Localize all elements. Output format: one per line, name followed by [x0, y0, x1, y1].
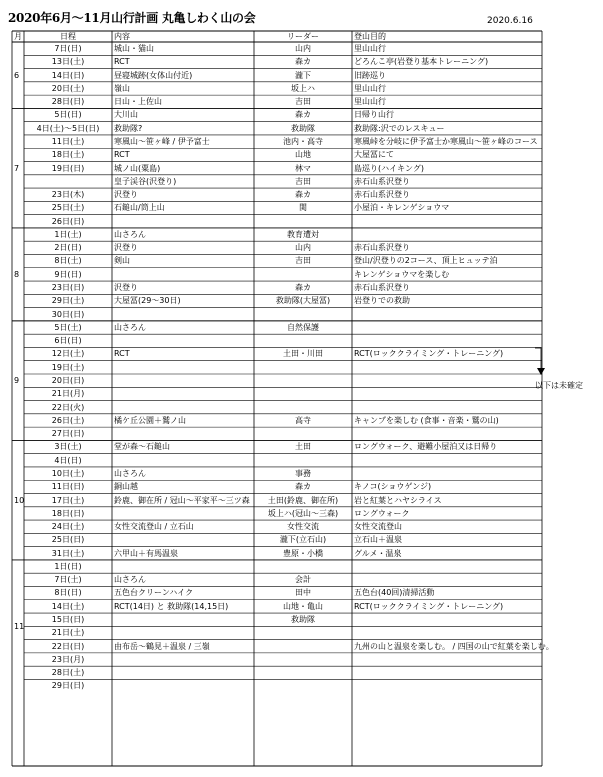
- table-date-cell: 17日(土): [51, 495, 85, 505]
- table-purpose-cell: [354, 321, 540, 334]
- table-purpose-cell: 里山山行: [354, 44, 386, 53]
- table-date-cell: 14日(日): [51, 70, 85, 80]
- table-leader-cell: 救助隊: [291, 615, 315, 625]
- table-date-cell: 11日(土): [51, 136, 85, 146]
- table-date-cell: 27日(日): [51, 429, 85, 439]
- table-purpose-cell: 島巡り(ハイキング): [354, 163, 425, 173]
- table-content-cell: 剣山: [114, 256, 130, 266]
- table-purpose-cell: 岩登りでの救助: [354, 296, 410, 306]
- table-purpose-cell: [354, 427, 540, 440]
- table-purpose-cell: 岩と紅葉とハヤシライス: [354, 495, 442, 505]
- table-date-cell: 29日(日): [51, 681, 85, 691]
- table-content-cell: [114, 454, 252, 467]
- table-content-cell: 寒風山～笹ヶ峰 / 伊予富士: [114, 136, 210, 146]
- table-content-cell: 橘ケ丘公園＋鷲ノ山: [114, 415, 186, 425]
- table-content-cell: 銅山越: [114, 482, 138, 492]
- table-leader-cell: [256, 653, 350, 666]
- table-leader-cell: [256, 427, 350, 440]
- table-content-cell: 鈴鹿、御在所 / 冠山～平家平～三ツ森: [114, 495, 250, 505]
- table-leader-cell: [256, 374, 350, 387]
- table-content-cell: 山さろん: [114, 575, 146, 585]
- table-leader-cell: 教育遭対: [287, 229, 319, 239]
- table-content-cell: 五色台クリーンハイク: [114, 588, 194, 598]
- table-purpose-cell: [354, 215, 540, 228]
- table-purpose-cell: 登山/沢登りの2コース、頂上ヒュッテ泊: [354, 256, 498, 266]
- table-date-cell: 21日(月): [51, 389, 85, 399]
- table-leader-cell: 池内・高寺: [283, 136, 323, 146]
- table-leader-cell: 森カ: [295, 110, 311, 120]
- column-header: 内容: [114, 32, 130, 41]
- table-purpose-cell: 赤石山系沢登り: [354, 190, 410, 200]
- table-date-cell: 26日(土): [51, 415, 85, 425]
- table-date-cell: 4日(日): [54, 455, 82, 465]
- table-purpose-cell: ロングウォーク、避難小屋泊又は日帰り: [354, 442, 498, 452]
- table-purpose-cell: [354, 653, 540, 666]
- table-date-cell: 25日(日): [51, 535, 85, 545]
- table-content-cell: [114, 268, 252, 281]
- table-content-cell: [114, 560, 252, 573]
- table-content-cell: 沢登り: [114, 243, 138, 253]
- table-date-cell: 28日(日): [51, 97, 85, 107]
- table-date-cell: 11日(日): [51, 482, 85, 492]
- table-leader-cell: 山地・亀山: [283, 601, 323, 611]
- table-purpose-cell: 寒風峠を分岐に伊予富士か寒風山～笹ヶ峰のコース: [354, 136, 538, 146]
- table-content-cell: 皇子渓谷(沢登り): [114, 176, 177, 186]
- month-label: 8: [14, 269, 20, 279]
- table-content-cell: RCT(14日) と 救助隊(14,15日): [114, 601, 229, 611]
- table-purpose-cell: ロングウォーク: [354, 508, 410, 518]
- table-content-cell: [114, 507, 252, 520]
- table-date-cell: 14日(土): [51, 601, 85, 611]
- table-date-cell: 23日(月): [51, 654, 85, 664]
- table-content-cell: 大川山: [114, 110, 138, 120]
- table-content-cell: 嶺山: [114, 83, 130, 93]
- table-purpose-cell: [354, 387, 540, 400]
- table-date-cell: 2日(日): [54, 243, 82, 253]
- table-date-cell: 12日(土): [51, 349, 85, 359]
- table-leader-cell: 森カ: [295, 57, 311, 67]
- table-leader-cell: 事務: [295, 468, 311, 478]
- table-date-cell: 7日(日): [54, 44, 82, 53]
- table-leader-cell: 豊原・小橋: [283, 548, 323, 558]
- table-date-cell: 7日(土): [54, 575, 82, 585]
- table-purpose-cell: 赤石山系沢登り: [354, 243, 410, 253]
- table-date-cell: 1日(土): [54, 229, 82, 239]
- table-date-cell: 8日(土): [54, 256, 82, 266]
- table-leader-cell: 瀧下(立石山): [279, 535, 327, 545]
- table-purpose-cell: 赤石山系沢登り: [354, 283, 410, 293]
- table-purpose-cell: [354, 401, 540, 414]
- side-note: 以下は未確定: [535, 381, 583, 390]
- table-leader-cell: [256, 387, 350, 400]
- table-purpose-cell: 大屋冨にて: [354, 150, 394, 160]
- table-content-cell: RCT: [114, 57, 130, 67]
- table-date-cell: 13日(土): [51, 57, 85, 67]
- table-date-cell: [26, 175, 110, 188]
- table-leader-cell: [256, 401, 350, 414]
- table-purpose-cell: 旧跡巡り: [354, 70, 386, 80]
- table-date-cell: 22日(日): [51, 641, 85, 651]
- document-date: 2020.6.16: [487, 16, 533, 26]
- table-purpose-cell: [354, 361, 540, 374]
- table-content-cell: [114, 626, 252, 639]
- table-content-cell: [114, 666, 252, 679]
- table-date-cell: 5日(土): [54, 322, 82, 332]
- table-leader-cell: 救助隊(大屋冨): [275, 296, 331, 306]
- table-leader-cell: 会計: [295, 575, 311, 585]
- table-purpose-cell: キャンプを楽しむ (食事・音楽・鷲の山): [354, 415, 499, 425]
- month-label: 7: [14, 163, 20, 173]
- table-purpose-cell: 救助隊:沢でのレスキュー: [354, 123, 445, 133]
- column-header: 月: [14, 32, 22, 41]
- table-date-cell: 4日(土)～5日(日): [36, 123, 100, 133]
- table-purpose-cell: [354, 467, 540, 480]
- table-purpose-cell: RCT(ロッククライミング・トレーニング): [354, 601, 504, 611]
- table-date-cell: 30日(日): [51, 309, 85, 319]
- table-purpose-cell: 里山山行: [354, 97, 386, 107]
- table-content-cell: 石鎚山/筒上山: [114, 203, 165, 213]
- table-leader-cell: 瀧下: [295, 70, 311, 80]
- table-content-cell: RCT: [114, 150, 130, 160]
- table-leader-cell: 田中: [295, 588, 311, 598]
- table-date-cell: 6日(日): [54, 336, 82, 346]
- table-leader-cell: 山地: [295, 150, 311, 160]
- table-content-cell: 救助隊?: [114, 123, 143, 133]
- table-content-cell: 大屋冨(29～30日): [114, 296, 181, 306]
- table-purpose-cell: キレンゲショウマを楽しむ: [354, 269, 450, 279]
- table-purpose-cell: [354, 626, 540, 639]
- table-content-cell: [114, 653, 252, 666]
- table-leader-cell: 土田・川田: [283, 349, 323, 359]
- table-leader-cell: 山内: [295, 44, 311, 53]
- table-content-cell: [114, 387, 252, 400]
- table-date-cell: 3日(土): [54, 442, 82, 452]
- table-date-cell: 25日(土): [51, 203, 85, 213]
- table-purpose-cell: 日帰り山行: [354, 110, 394, 120]
- table-date-cell: 5日(日): [54, 110, 82, 120]
- table-purpose-cell: 五色台(40回)清掃活動: [354, 588, 435, 598]
- table-content-cell: 山さろん: [114, 322, 146, 332]
- table-leader-cell: 山内: [295, 243, 311, 253]
- table-content-cell: [114, 533, 252, 546]
- table-purpose-cell: 立石山＋温泉: [354, 535, 402, 545]
- table-content-cell: 城ノ山(粟島): [114, 163, 161, 173]
- table-leader-cell: [256, 679, 350, 692]
- table-content-cell: [114, 427, 252, 440]
- table-purpose-cell: [354, 454, 540, 467]
- table-leader-cell: [256, 626, 350, 639]
- table-leader-cell: [256, 268, 350, 281]
- table-content-cell: 由布岳～鶴見＋温泉 / 三嶺: [114, 641, 210, 651]
- table-content-cell: [114, 374, 252, 387]
- table-date-cell: 29日(土): [51, 296, 85, 306]
- table-content-cell: [114, 215, 252, 228]
- table-date-cell: 1日(日): [54, 561, 82, 571]
- table-leader-cell: 吉田: [295, 176, 311, 186]
- table-purpose-cell: 九州の山と温泉を楽しむ。 / 四国の山で紅葉を楽しむ。: [354, 641, 554, 651]
- table-leader-cell: 吉田: [295, 256, 311, 266]
- table-leader-cell: [256, 560, 350, 573]
- table-purpose-cell: 女性交流登山: [354, 522, 402, 532]
- table-leader-cell: 坂上ハ: [291, 83, 315, 93]
- table-purpose-cell: [354, 613, 540, 626]
- table-purpose-cell: [354, 334, 540, 347]
- table-leader-cell: [256, 334, 350, 347]
- table-date-cell: 8日(日): [54, 588, 82, 598]
- table-content-cell: 堂が森～石鎚山: [114, 442, 170, 452]
- table-leader-cell: 森カ: [295, 482, 311, 492]
- page-title: 2020年6月～11月山行計画 丸亀しわく山の会: [8, 11, 256, 25]
- table-date-cell: 20日(日): [51, 376, 85, 385]
- table-content-cell: [114, 361, 252, 374]
- table-content-cell: 沢登り: [114, 283, 138, 293]
- table-date-cell: 18日(土): [51, 150, 85, 160]
- table-content-cell: 沢登り: [114, 190, 138, 200]
- table-purpose-cell: [354, 573, 540, 586]
- table-content-cell: 六甲山＋有馬温泉: [114, 548, 178, 558]
- table-content-cell: 女性交流登山 / 立石山: [114, 522, 194, 532]
- table-leader-cell: 吉田: [295, 97, 311, 107]
- table-leader-cell: [256, 666, 350, 679]
- table-leader-cell: 林マ: [295, 163, 311, 173]
- table-leader-cell: 土田(鈴鹿、御在所): [267, 495, 339, 505]
- table-date-cell: 26日(日): [51, 216, 85, 226]
- month-label: 6: [14, 70, 20, 80]
- table-leader-cell: 森カ: [295, 190, 311, 200]
- table-purpose-cell: [354, 666, 540, 679]
- table-content-cell: 山さろん: [114, 229, 146, 239]
- table-leader-cell: 坂上ハ(冠山～三森): [267, 508, 339, 518]
- month-label: 9: [14, 376, 20, 386]
- table-purpose-cell: [354, 374, 540, 387]
- table-purpose-cell: [354, 228, 540, 241]
- table-purpose-cell: 赤石山系沢登り: [354, 176, 410, 186]
- table-date-cell: 18日(日): [51, 508, 85, 518]
- column-header: 登山目的: [354, 32, 386, 41]
- table-purpose-cell: キノコ(ショウゲンジ): [354, 482, 432, 492]
- table-content-cell: 山さろん: [114, 468, 146, 478]
- table-leader-cell: [256, 361, 350, 374]
- table-purpose-cell: 小屋泊・キレンゲショウマ: [354, 203, 450, 213]
- table-leader-cell: 森カ: [295, 283, 311, 293]
- table-purpose-cell: [354, 308, 540, 321]
- table-date-cell: 22日(火): [51, 402, 85, 412]
- table-date-cell: 23日(木): [51, 190, 85, 200]
- table-content-cell: [114, 679, 252, 692]
- table-date-cell: 15日(日): [51, 615, 85, 625]
- table-content-cell: 城山・猫山: [114, 44, 154, 53]
- table-date-cell: 10日(土): [51, 468, 85, 478]
- table-leader-cell: 関: [299, 203, 307, 213]
- table-leader-cell: 救助隊: [291, 123, 315, 133]
- table-date-cell: 21日(土): [51, 628, 85, 638]
- month-label: 11: [14, 621, 25, 631]
- table-purpose-cell: [354, 679, 540, 692]
- table-date-cell: 23日(日): [51, 283, 85, 293]
- table-date-cell: 28日(土): [51, 668, 85, 678]
- table-leader-cell: 高寺: [295, 415, 311, 425]
- table-date-cell: 24日(土): [51, 522, 85, 532]
- table-leader-cell: [256, 215, 350, 228]
- table-leader-cell: 女性交流: [287, 522, 319, 532]
- table-leader-cell: 土田: [295, 442, 311, 452]
- schedule-table: [12, 31, 554, 766]
- table-date-cell: 20日(土): [51, 83, 85, 93]
- arrow-down-icon: [535, 348, 547, 376]
- table-leader-cell: [256, 640, 350, 653]
- table-leader-cell: [256, 454, 350, 467]
- table-content-cell: [114, 401, 252, 414]
- table-leader-cell: [256, 308, 350, 321]
- table-date-cell: 9日(日): [54, 269, 82, 279]
- table-content-cell: 日山・上佐山: [114, 97, 162, 107]
- table-content-cell: [114, 308, 252, 321]
- table-purpose-cell: RCT(ロッククライミング・トレーニング): [354, 349, 504, 359]
- table-date-cell: 31日(土): [51, 548, 85, 558]
- table-purpose-cell: [354, 560, 540, 573]
- month-label: 10: [14, 495, 25, 505]
- column-header: 日程: [60, 32, 76, 41]
- table-content-cell: 昼寝城跡(女体山付近): [114, 70, 193, 80]
- table-date-cell: 19日(土): [51, 362, 85, 372]
- table-date-cell: 19日(日): [51, 163, 85, 173]
- table-content-cell: [114, 613, 252, 626]
- table-leader-cell: 自然保護: [287, 322, 319, 332]
- table-content-cell: RCT: [114, 349, 130, 359]
- table-purpose-cell: グルメ・温泉: [354, 548, 402, 558]
- column-header: リーダー: [287, 32, 319, 41]
- table-purpose-cell: どろんこ亭(岩登り基本トレーニング): [354, 57, 489, 67]
- table-purpose-cell: 里山山行: [354, 83, 386, 93]
- table-content-cell: [114, 334, 252, 347]
